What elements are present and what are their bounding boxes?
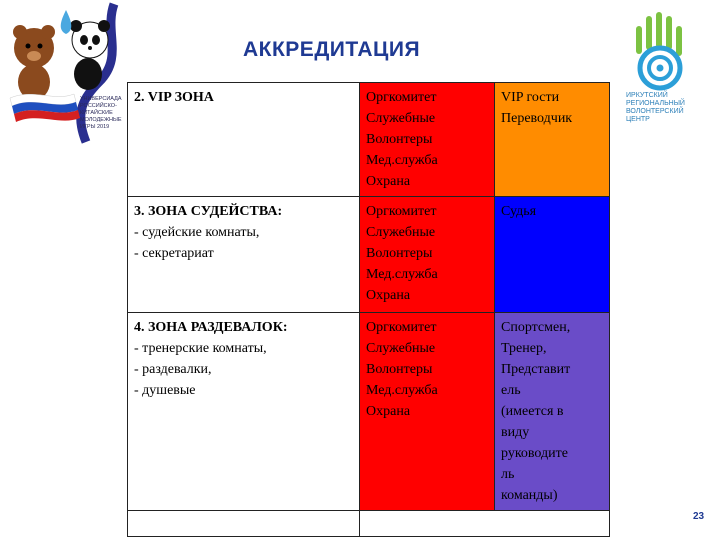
- page-title: АККРЕДИТАЦИЯ: [243, 38, 421, 61]
- zone-cell: [128, 197, 360, 313]
- staff-item: Волонтеры: [366, 362, 433, 377]
- guest-item: ль: [501, 467, 515, 482]
- page-number: 23: [693, 511, 705, 522]
- guest-item: (имеется в: [501, 404, 564, 419]
- staff-item: Оргкомитет: [366, 204, 437, 219]
- guest-item: виду: [501, 425, 530, 440]
- staff-item: Охрана: [366, 174, 411, 189]
- zone-name: 2. VIP ЗОНА: [134, 90, 214, 105]
- zone-cell: [128, 313, 360, 511]
- guest-item: руководите: [501, 446, 568, 461]
- guest-item: ель: [501, 383, 521, 398]
- accreditation-table: [127, 82, 610, 537]
- guests-cell: [495, 313, 610, 511]
- zone-name: 4. ЗОНА РАЗДЕВАЛОК:: [134, 320, 288, 335]
- zone-detail: - секретариат: [134, 246, 214, 261]
- staff-item: Охрана: [366, 404, 411, 419]
- zone-cell: [128, 83, 360, 197]
- guest-item: Спортсмен,: [501, 320, 571, 335]
- staff-item: Оргкомитет: [366, 90, 437, 105]
- staff-cell: [360, 313, 495, 511]
- staff-item: Мед.служба: [366, 267, 438, 282]
- guest-item: Переводчик: [501, 111, 573, 126]
- staff-item: Волонтеры: [366, 246, 433, 261]
- table-row-vip: [128, 83, 610, 197]
- guests-cell: [495, 197, 610, 313]
- zone-detail: - тренерские комнаты,: [134, 341, 267, 356]
- staff-item: Служебные: [366, 341, 436, 356]
- games-logo-caption: УНИВЕРСИАДА РОССИЙСКО-КИТАЙСКИЕ МОЛОДЕЖНЫЕ ИГРЫ 2019: [80, 96, 122, 130]
- staff-item: Мед.служба: [366, 153, 438, 168]
- zone-name: 3. ЗОНА СУДЕЙСТВА:: [134, 204, 283, 219]
- table-row-locker: [128, 313, 610, 511]
- guest-item: Представит: [501, 362, 571, 377]
- staff-item: Оргкомитет: [366, 320, 437, 335]
- staff-cell: [360, 197, 495, 313]
- guest-item: Тренер,: [501, 341, 547, 356]
- guest-item: команды): [501, 488, 558, 503]
- zone-detail: - душевые: [134, 383, 196, 398]
- staff-item: Волонтеры: [366, 132, 433, 147]
- guest-item: VIP гости: [501, 90, 560, 105]
- zone-detail: - раздевалки,: [134, 362, 212, 377]
- staff-item: Мед.служба: [366, 383, 438, 398]
- staff-cell: [360, 83, 495, 197]
- table-row-judging: [128, 197, 610, 313]
- empty-cell: [128, 511, 360, 537]
- staff-item: Охрана: [366, 288, 411, 303]
- guests-cell: [495, 83, 610, 197]
- volunteer-center-caption: ИРКУТСКИЙ РЕГИОНАЛЬНЫЙ ВОЛОНТЕРСКИЙ ЦЕНТР: [626, 92, 685, 123]
- volunteer-center-logo: [628, 12, 694, 92]
- staff-item: Служебные: [366, 225, 436, 240]
- empty-cell: [360, 511, 610, 537]
- zone-detail: - судейские комнаты,: [134, 225, 260, 240]
- staff-item: Служебные: [366, 111, 436, 126]
- guest-item: Судья: [501, 204, 537, 219]
- table-row-empty: [128, 511, 610, 537]
